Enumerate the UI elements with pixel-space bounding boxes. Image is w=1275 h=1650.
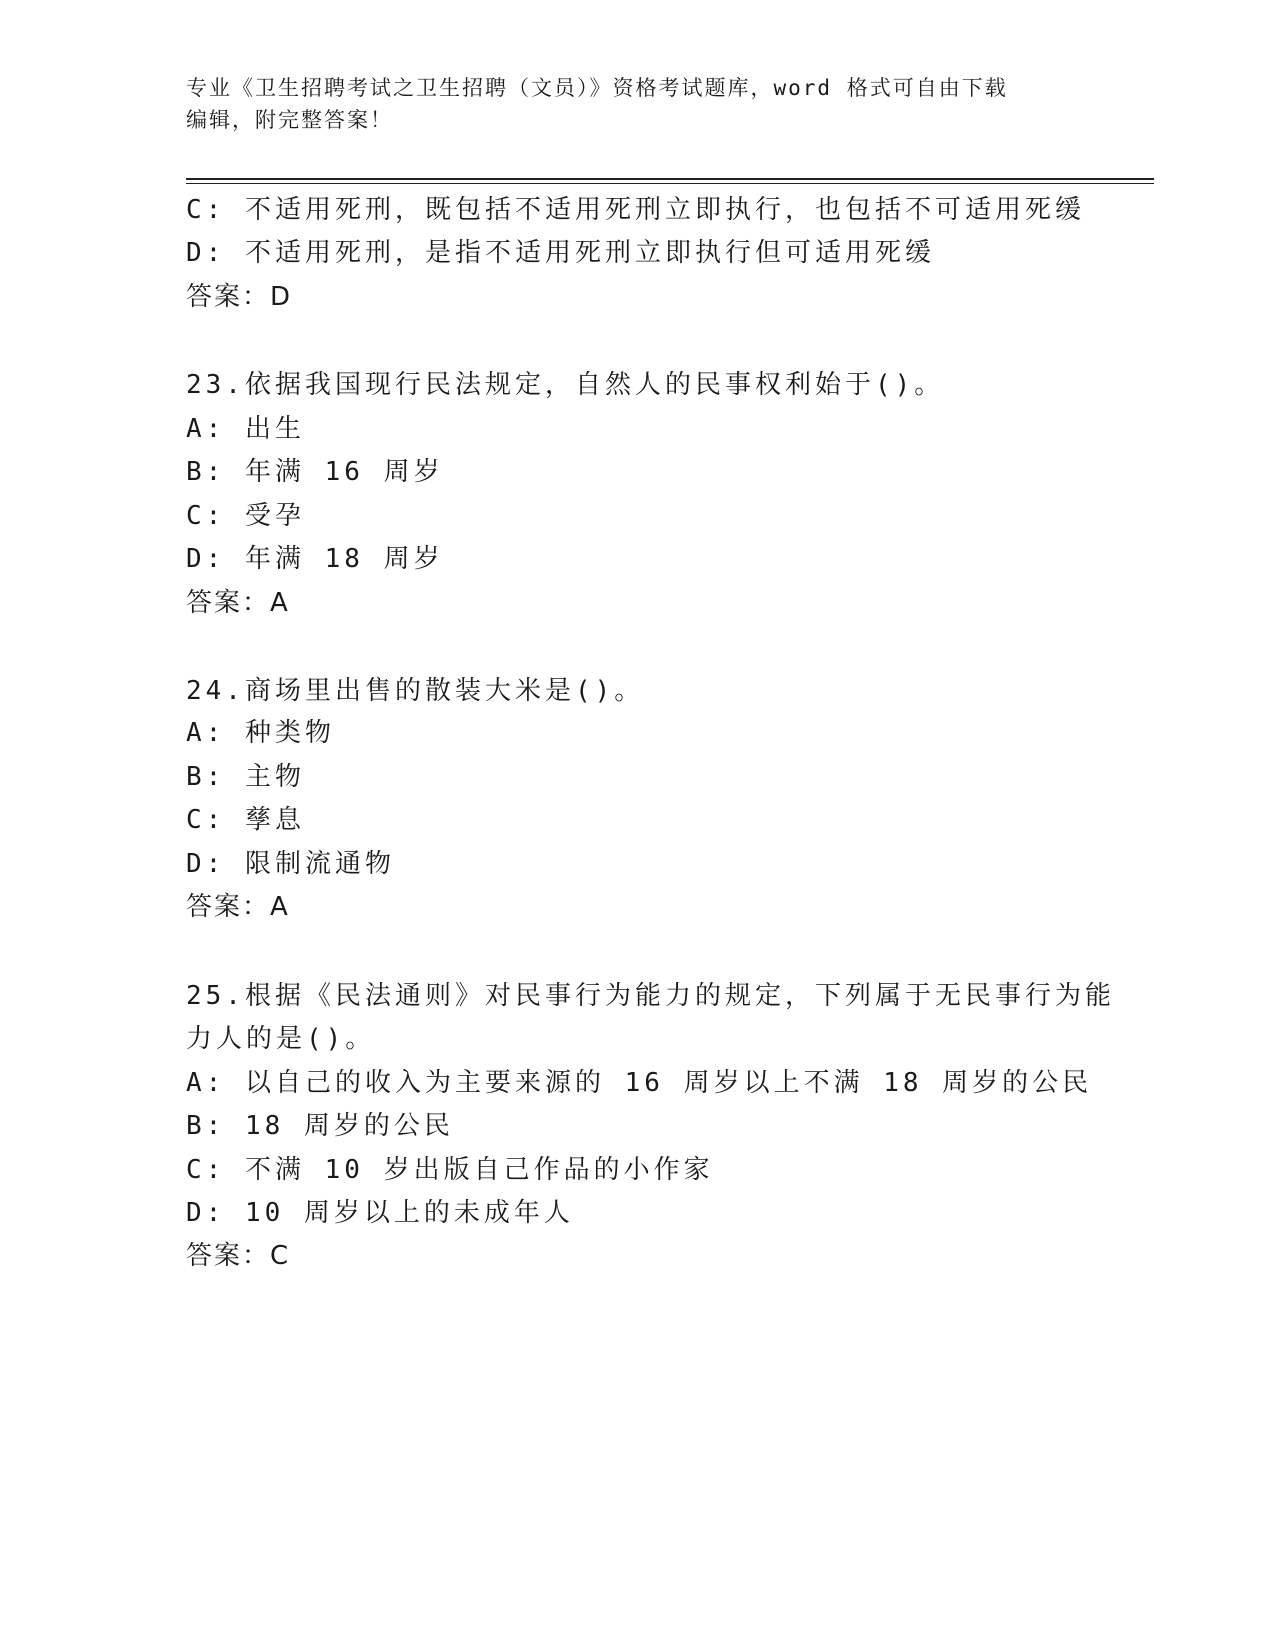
question-24-option-c: C: 孳息 bbox=[186, 805, 305, 835]
question-25-option-d: D: 10 周岁以上的未成年人 bbox=[186, 1198, 574, 1228]
question-23-answer: 答案：A bbox=[186, 588, 290, 618]
question-25-option-c: C: 不满 10 岁出版自己作品的小作家 bbox=[186, 1155, 714, 1185]
question-25-option-b: B: 18 周岁的公民 bbox=[186, 1111, 454, 1141]
prev-option-c: C: 不适用死刑，既包括不适用死刑立即执行，也包括不可适用死缓 bbox=[186, 195, 1085, 225]
header-divider-thick bbox=[186, 178, 1154, 180]
header-line-2: 编辑，附完整答案！ bbox=[186, 108, 393, 132]
question-25-answer: 答案：C bbox=[186, 1241, 291, 1271]
question-24-stem: 24.商场里出售的散装大米是()。 bbox=[186, 676, 645, 706]
question-25-stem-line-2: 力人的是()。 bbox=[186, 1024, 376, 1054]
question-23-option-d: D: 年满 18 周岁 bbox=[186, 544, 444, 574]
question-23-option-c: C: 受孕 bbox=[186, 501, 305, 531]
question-24-answer: 答案：A bbox=[186, 892, 290, 922]
prev-answer: 答案：D bbox=[186, 282, 293, 312]
question-25-option-a: A: 以自己的收入为主要来源的 16 周岁以上不满 18 周岁的公民 bbox=[186, 1068, 1093, 1098]
header-line-1: 专业《卫生招聘考试之卫生招聘（文员）》资格考试题库，word 格式可自由下载 bbox=[186, 76, 1008, 100]
question-23-option-b: B: 年满 16 周岁 bbox=[186, 457, 444, 487]
question-24-option-d: D: 限制流通物 bbox=[186, 849, 395, 879]
question-23-option-a: A: 出生 bbox=[186, 414, 305, 444]
page-header bbox=[186, 72, 1086, 136]
header-divider-thin bbox=[186, 183, 1154, 184]
question-23-stem: 23.依据我国现行民法规定，自然人的民事权利始于()。 bbox=[186, 370, 945, 400]
question-25-stem-line-1: 25.根据《民法通则》对民事行为能力的规定，下列属于无民事行为能 bbox=[186, 981, 1115, 1011]
question-24-option-b: B: 主物 bbox=[186, 762, 305, 792]
prev-option-d: D: 不适用死刑，是指不适用死刑立即执行但可适用死缓 bbox=[186, 238, 935, 268]
question-24-option-a: A: 种类物 bbox=[186, 718, 335, 748]
